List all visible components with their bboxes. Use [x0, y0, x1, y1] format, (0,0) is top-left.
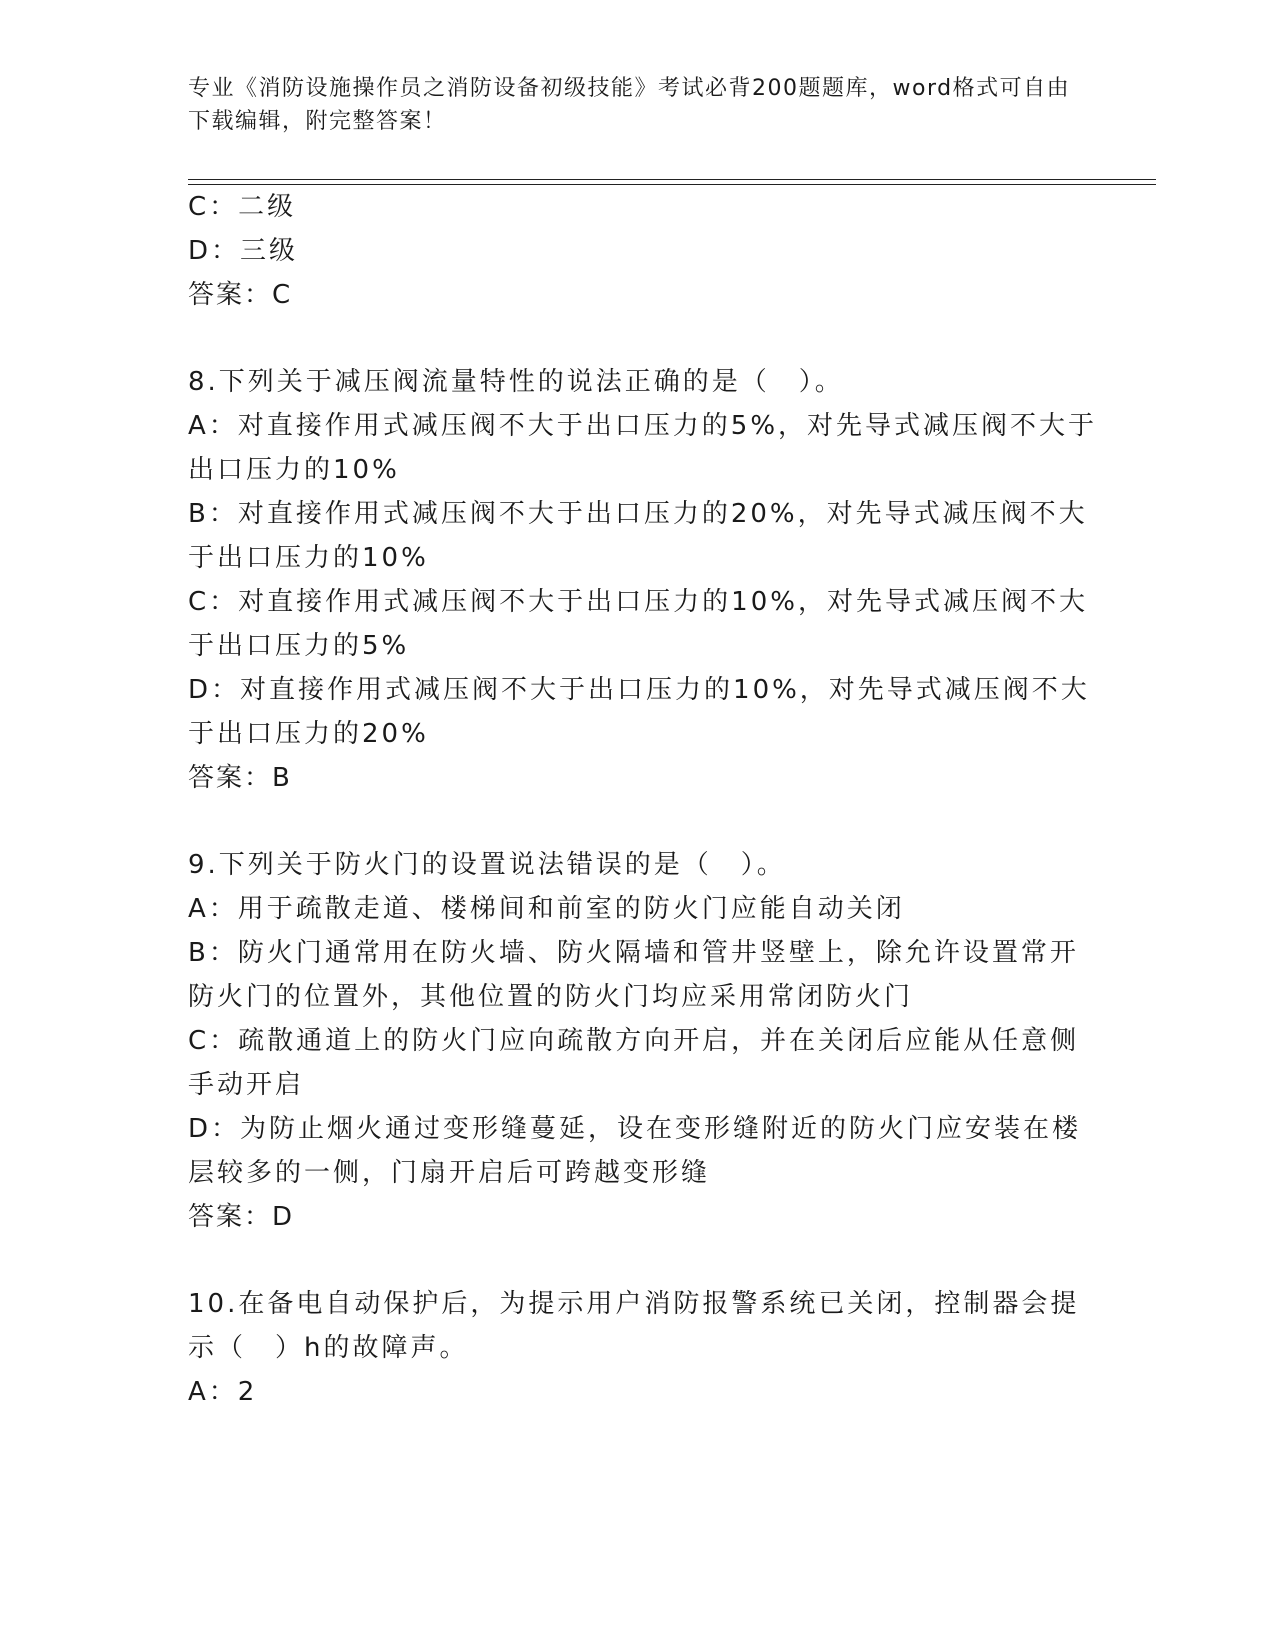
option-line: A：2	[188, 1377, 258, 1407]
option-line: D：三级	[188, 236, 299, 266]
question-line: 8.下列关于减压阀流量特性的说法正确的是（ ）。	[188, 367, 844, 397]
option-line: A：对直接作用式减压阀不大于出口压力的5%，对先导式减压阀不大于	[188, 411, 1098, 441]
answer-line: 答案：C	[188, 280, 293, 310]
header-divider-top	[188, 179, 1156, 180]
option-line: B：对直接作用式减压阀不大于出口压力的20%，对先导式减压阀不大	[188, 499, 1088, 529]
option-line: D：为防止烟火通过变形缝蔓延，设在变形缝附近的防火门应安装在楼	[188, 1114, 1082, 1144]
option-line: C：二级	[188, 192, 297, 222]
option-line: 层较多的一侧，门扇开启后可跨越变形缝	[188, 1158, 711, 1188]
document-header: 专业《消防设施操作员之消防设备初级技能》考试必背200题题库，word格式可自由下载编辑，附完整答案！	[188, 76, 1071, 134]
option-line: 于出口压力的20%	[188, 719, 429, 749]
option-line: A：用于疏散走道、楼梯间和前室的防火门应能自动关闭	[188, 894, 905, 924]
option-line: 于出口压力的10%	[188, 543, 429, 573]
question-line: 9.下列关于防火门的设置说法错误的是（ ）。	[188, 850, 786, 880]
option-line: 出口压力的10%	[188, 455, 400, 485]
question-line: 示（ ）h的故障声。	[188, 1333, 469, 1363]
option-line: D：对直接作用式减压阀不大于出口压力的10%，对先导式减压阀不大	[188, 675, 1090, 705]
header-divider-bottom	[188, 184, 1156, 185]
question-line: 10.在备电自动保护后，为提示用户消防报警系统已关闭，控制器会提	[188, 1289, 1080, 1319]
option-line: B：防火门通常用在防火墙、防火隔墙和管井竖壁上，除允许设置常开	[188, 938, 1079, 968]
option-line: 手动开启	[188, 1070, 305, 1100]
option-line: 于出口压力的5%	[188, 631, 410, 661]
answer-line: 答案：D	[188, 1202, 295, 1232]
answer-line: 答案：B	[188, 763, 292, 793]
option-line: 防火门的位置外，其他位置的防火门均应采用常闭防火门	[188, 982, 914, 1012]
option-line: C：对直接作用式减压阀不大于出口压力的10%，对先导式减压阀不大	[188, 587, 1088, 617]
option-line: C：疏散通道上的防火门应向疏散方向开启，并在关闭后应能从任意侧	[188, 1026, 1080, 1056]
